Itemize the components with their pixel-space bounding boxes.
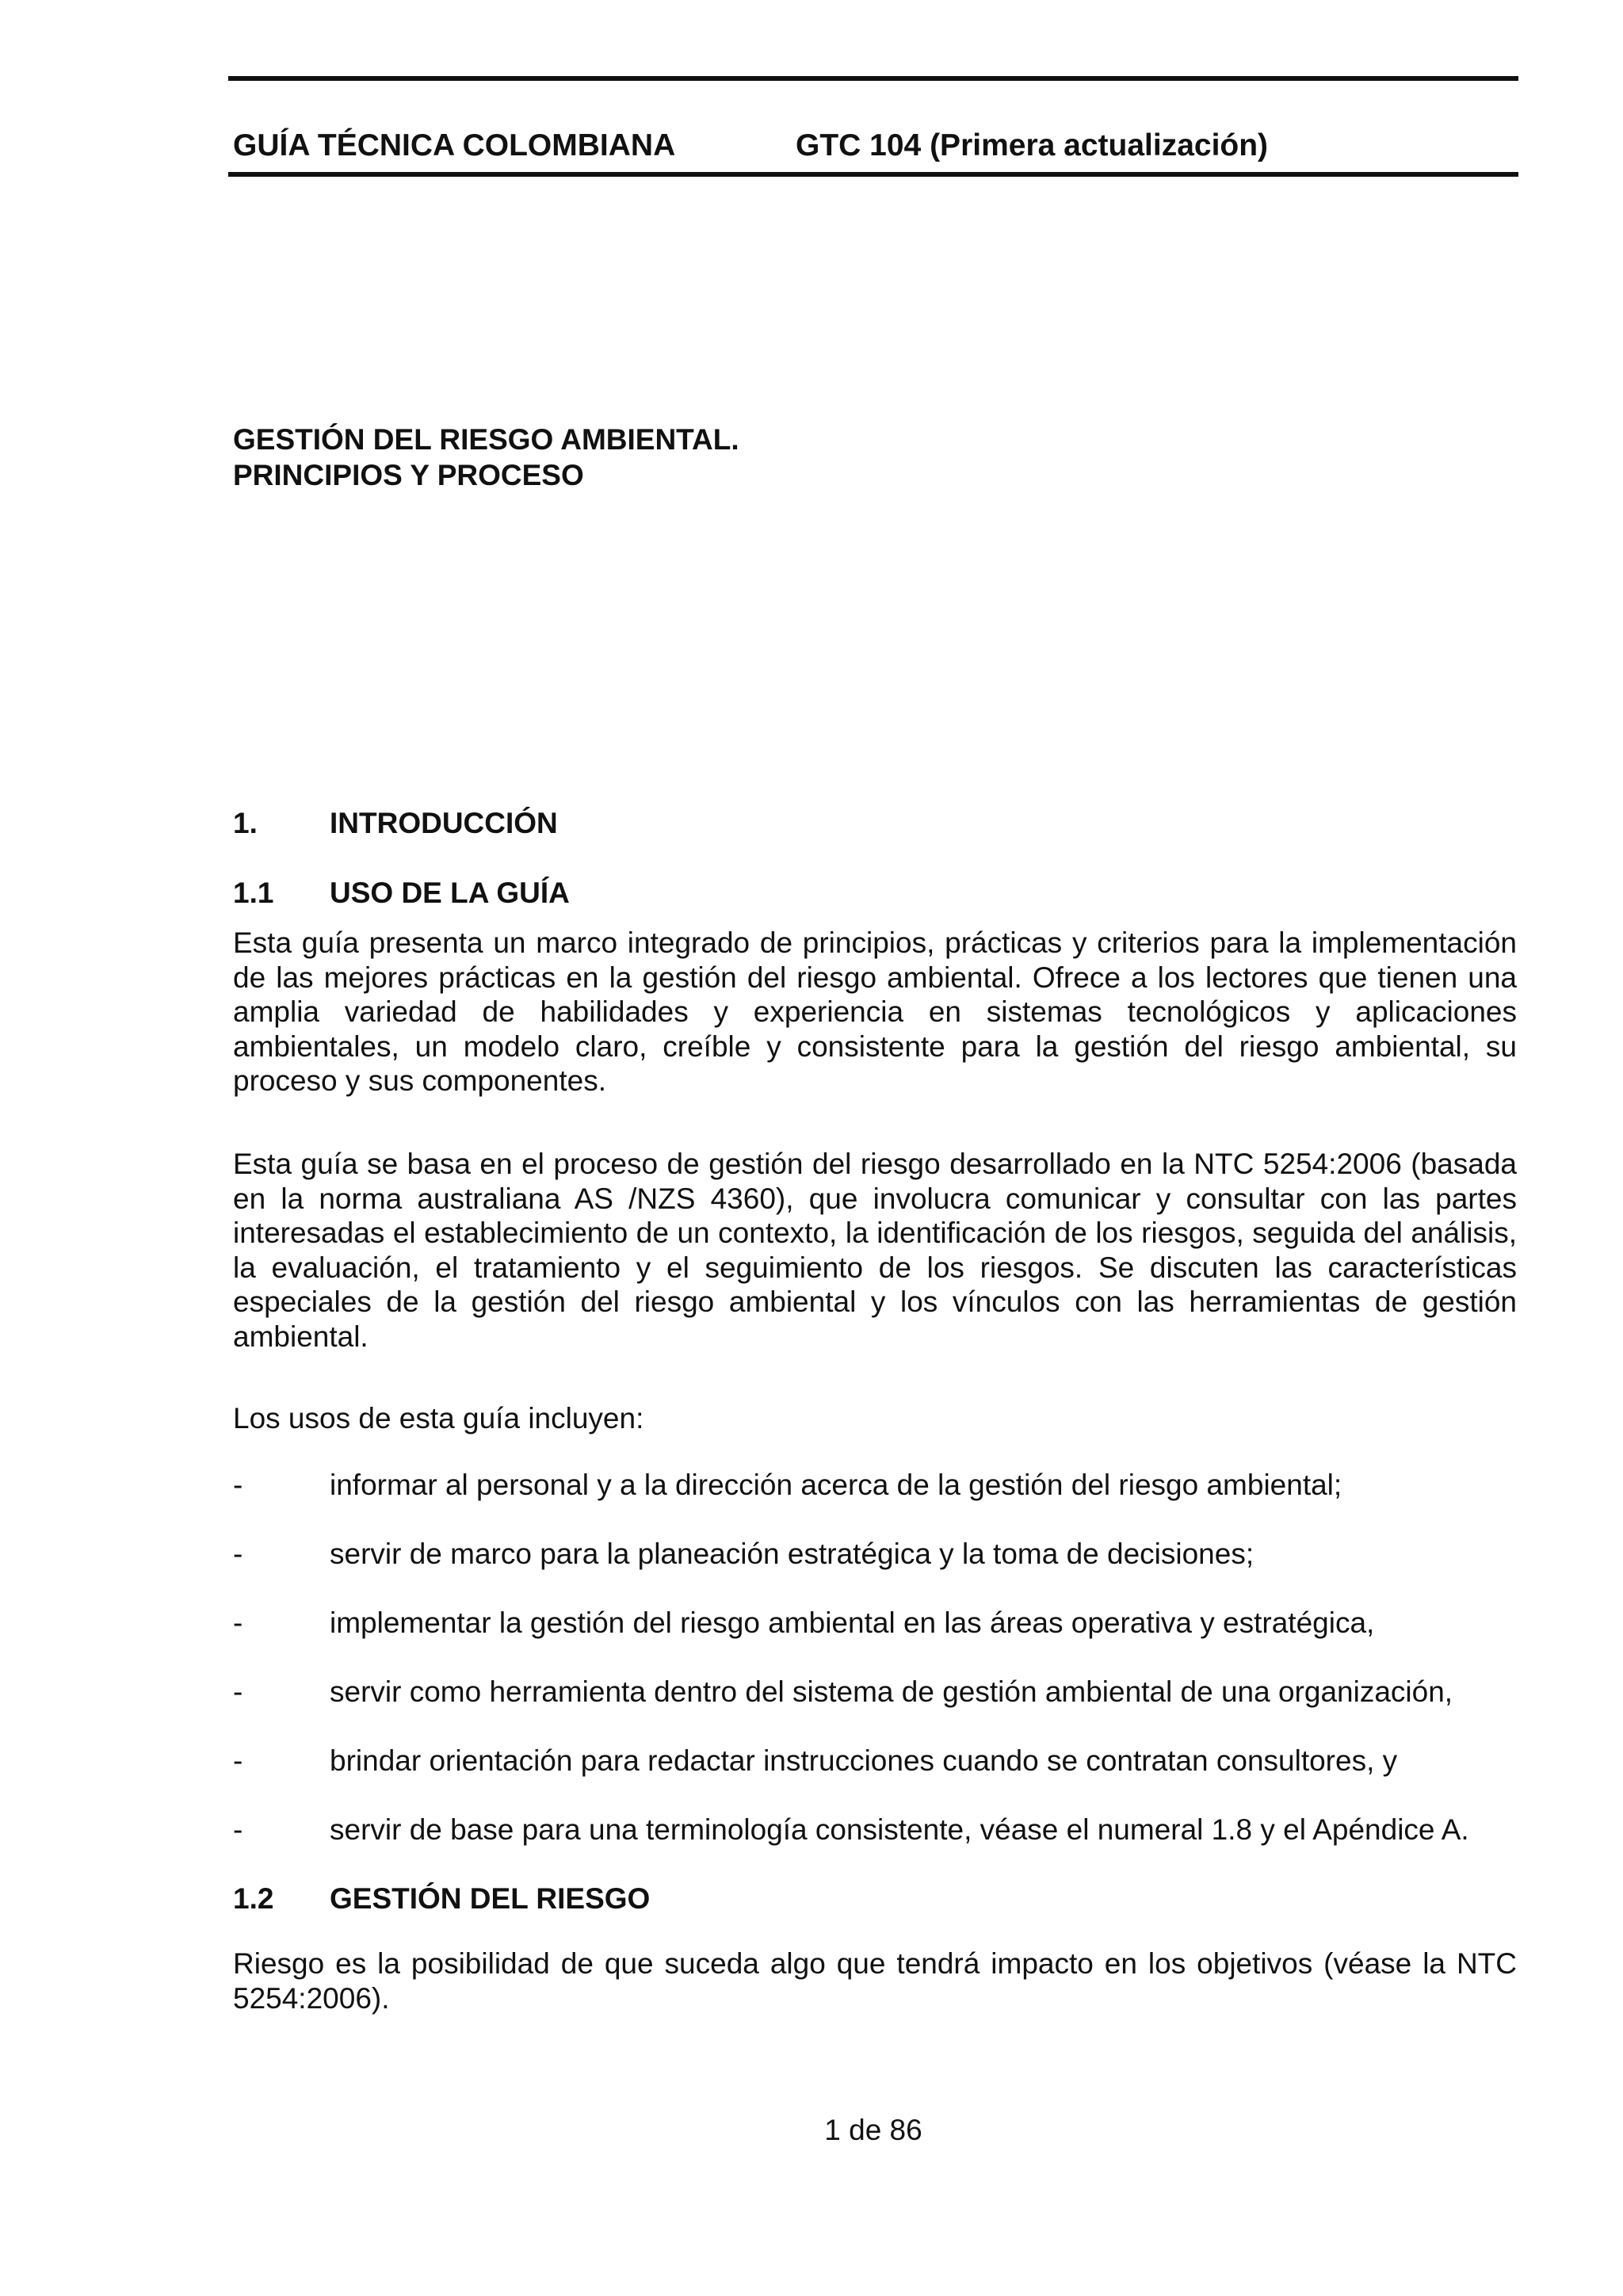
section-heading-1-2 <box>233 1881 650 1916</box>
paragraph-uso-guia-1: Esta guía presenta un marco integrado de principios, prácticas y criterios para la implementación de las mejores prácticas en la gestión del riesgo ambiental. Ofrece a los lectores que tienen una amplia variedad de habilidades y experiencia en sistemas tecnológicos y aplicaciones ambientales, un modelo claro, creíble y consistente para la gestión del riesgo ambiental, su proceso y sus componentes. <box>233 926 1517 1097</box>
list-marker: - <box>233 1469 243 1501</box>
document-title-line-2: PRINCIPIOS Y PROCESO <box>233 459 584 491</box>
list-item <box>233 1674 1453 1710</box>
list-item <box>233 1536 1254 1572</box>
list-marker: - <box>233 1813 243 1846</box>
header-top-rule <box>228 76 1518 81</box>
list-marker: - <box>233 1744 243 1777</box>
list-item-text: informar al personal y a la dirección acerca de la gestión del riesgo ambiental; <box>330 1469 1342 1501</box>
paragraph-gestion-riesgo: Riesgo es la posibilidad de que suceda algo que tendrá impacto en los objetivos (véase la NTC 5254:2006). <box>233 1947 1517 2015</box>
document-title-line-1: GESTIÓN DEL RIESGO AMBIENTAL. <box>233 423 739 456</box>
header-bottom-rule <box>228 172 1518 177</box>
section-heading-1-1 <box>233 875 570 911</box>
section-number: 1.2 <box>233 1882 274 1915</box>
list-marker: - <box>233 1675 243 1708</box>
header-organization: GUÍA TÉCNICA COLOMBIANA <box>233 128 676 162</box>
section-number: 1.1 <box>233 877 274 909</box>
list-item-text: servir de base para una terminología consistente, véase el numeral 1.8 y el Apéndice A. <box>330 1813 1469 1846</box>
list-item <box>233 1812 1469 1847</box>
list-marker: - <box>233 1606 243 1639</box>
list-item-text: servir de marco para la planeación estratégica y la toma de decisiones; <box>330 1538 1254 1570</box>
list-item <box>233 1467 1342 1503</box>
list-item <box>233 1605 1374 1641</box>
document-title <box>233 422 739 493</box>
page-number: 1 de 86 <box>824 2114 922 2146</box>
section-title: GESTIÓN DEL RIESGO <box>330 1882 651 1915</box>
section-heading-1 <box>233 805 558 841</box>
section-number: 1. <box>233 807 258 839</box>
list-marker: - <box>233 1538 243 1570</box>
section-title: USO DE LA GUÍA <box>330 877 570 909</box>
list-item-text: implementar la gestión del riesgo ambiental en las áreas operativa y estratégica, <box>330 1606 1375 1639</box>
list-item-text: brindar orientación para redactar instrucciones cuando se contratan consultores, y <box>330 1744 1398 1777</box>
header-document-code: GTC 104 (Primera actualización) <box>796 128 1269 162</box>
section-title: INTRODUCCIÓN <box>330 807 558 839</box>
list-item-text: servir como herramienta dentro del sistema de gestión ambiental de una organización, <box>330 1675 1453 1708</box>
paragraph-usos-intro: Los usos de esta guía incluyen: <box>233 1402 644 1435</box>
paragraph-uso-guia-2: Esta guía se basa en el proceso de gestión del riesgo desarrollado en la NTC 5254:2006 (basada en la norma australiana AS /NZS 4360), que involucra comunicar y consultar con las partes interesadas el establecimiento de un contexto, la identificación de los riesgos, seguida del análisis, la evaluación, el tratamiento y el seguimiento de los riesgos. Se discuten las características especiales de la gestión del riesgo ambiental y los vínculos con las herramientas de gestión ambiental. <box>233 1148 1517 1353</box>
list-item <box>233 1743 1397 1778</box>
